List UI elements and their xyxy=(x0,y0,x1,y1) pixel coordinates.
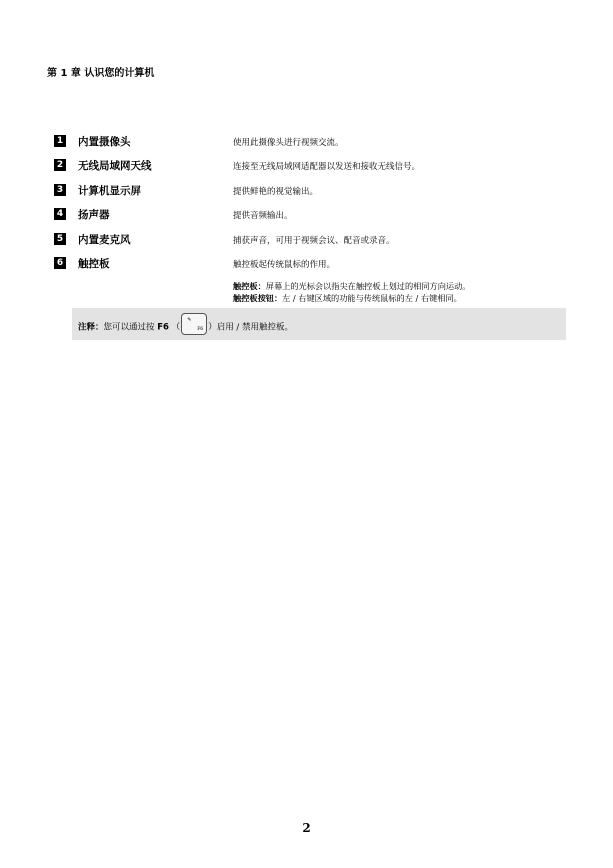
note-close-paren: ） xyxy=(208,322,217,333)
item-description: 提供音频输出。 xyxy=(233,211,293,221)
f6-key-icon xyxy=(181,313,207,335)
item-description: 连接至无线局域网适配器以发送和接收无线信号。 xyxy=(233,162,421,172)
item-label: 计算机显示屏 xyxy=(78,185,141,197)
item-description: 使用此摄像头进行视频交流。 xyxy=(233,138,344,148)
item-label: 内置麦克风 xyxy=(78,234,131,246)
item-description: 触控板起传统鼠标的作用。 xyxy=(233,260,336,270)
touchpad-note xyxy=(233,281,470,292)
note-box xyxy=(72,308,566,340)
item-number-badge: 3 xyxy=(54,184,66,196)
note-after: 启用 / 禁用触控板。 xyxy=(216,322,293,333)
item-label: 无线局域网天线 xyxy=(78,160,152,172)
note-before: 您可以通过按 xyxy=(103,322,155,333)
item-number-badge: 1 xyxy=(54,135,66,147)
key-fn-label: F6 xyxy=(197,327,204,332)
item-label: 扬声器 xyxy=(78,209,110,221)
chapter-title: 第 1 章 认识您的计算机 xyxy=(47,68,155,79)
touchpad-icon: ✎ xyxy=(187,317,192,323)
note-open-paren: （ xyxy=(171,322,181,333)
touchpad-button-note xyxy=(233,293,462,304)
touchpad-button-term: 触控板按钮： xyxy=(233,293,283,303)
item-number-badge: 2 xyxy=(54,159,66,171)
touchpad-text: 屏幕上的光标会以指尖在触控板上划过的相同方向运动。 xyxy=(265,281,471,291)
item-description: 捕获声音，可用于视频会议、配音或录音。 xyxy=(233,236,395,246)
item-number-badge: 4 xyxy=(54,208,66,220)
note-key-name: F6 xyxy=(157,322,169,333)
item-number-badge: 6 xyxy=(54,257,66,269)
item-label: 内置摄像头 xyxy=(78,136,131,148)
page-number: 2 xyxy=(302,821,311,835)
note-text xyxy=(78,319,293,335)
item-description: 提供鲜艳的视觉输出。 xyxy=(233,187,319,197)
item-number-badge: 5 xyxy=(54,233,66,245)
item-label: 触控板 xyxy=(78,258,110,270)
touchpad-button-text: 左 / 右键区域的功能与传统鼠标的左 / 右键相同。 xyxy=(282,293,462,303)
note-label: 注释： xyxy=(78,322,104,333)
touchpad-term: 触控板： xyxy=(233,281,266,291)
